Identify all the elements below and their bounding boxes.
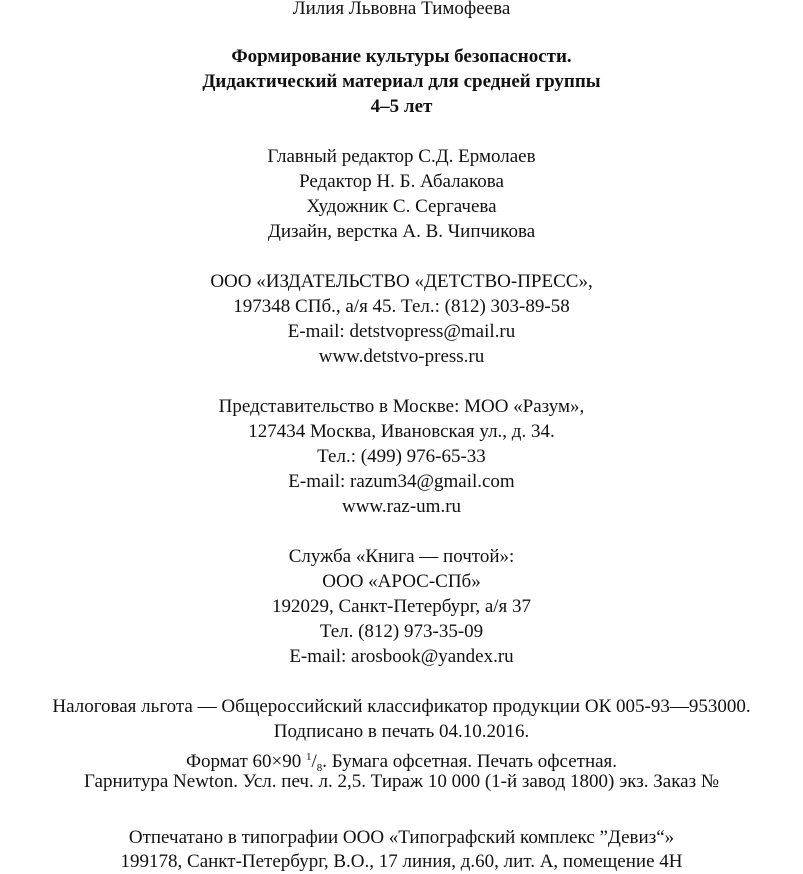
book-title-line-2: Дидактический материал для средней группы [202, 71, 601, 92]
credit-editor: Редактор Н. Б. Абалакова [299, 171, 504, 192]
book-title-line-3: 4–5 лет [370, 96, 433, 117]
printer-line-2: 199178, Санкт-Петербург, В.О., 17 линия, д.60, лит. А, помещение 4Н [120, 851, 683, 872]
credit-design: Дизайн, верстка А. В. Чипчикова [267, 221, 536, 242]
moscow-office-website: www.raz-um.ru [341, 496, 462, 517]
imprint-tax-line: Налоговая льгота — Общероссийский классификатор продукции ОК 005-93—953000. [52, 696, 751, 717]
publisher-name: ООО «ИЗДАТЕЛЬСТВО «ДЕТСТВО-ПРЕСС», [210, 271, 593, 292]
format-numerator: 1 [306, 751, 312, 763]
mail-service-org: ООО «АРОС-СПб» [322, 571, 481, 592]
author-name: Лилия Львовна Тимофеева [292, 0, 511, 19]
moscow-office-name: Представительство в Москве: МОО «Разум», [218, 396, 585, 417]
book-title-line-1: Формирование культуры безопасности. [231, 46, 572, 67]
moscow-office-address: 127434 Москва, Ивановская ул., д. 34. [248, 421, 555, 442]
mail-service-phone: Тел. (812) 973-35-09 [319, 621, 484, 642]
publisher-website: www.detstvo-press.ru [318, 346, 485, 367]
imprint-signed-date: Подписано в печать 04.10.2016. [273, 721, 530, 742]
mail-service-address: 192029, Санкт-Петербург, а/я 37 [271, 596, 532, 617]
credit-artist: Художник С. Сергачева [306, 196, 497, 217]
printer-line-1: Отпечатано в типографии ООО «Типографский комплекс ”Девиз“» [128, 827, 675, 848]
format-denominator: 8 [316, 762, 323, 774]
mail-service-email: E-mail: arosbook@yandex.ru [289, 646, 514, 667]
format-separator: / [311, 751, 317, 772]
moscow-office-email: E-mail: razum34@gmail.com [288, 471, 515, 492]
mail-service-name: Служба «Книга — почтой»: [288, 546, 515, 567]
credit-chief-editor: Главный редактор С.Д. Ермолаев [267, 146, 536, 167]
format-prefix: Формат 60×90 [185, 751, 307, 772]
publisher-email: E-mail: detstvopress@mail.ru [287, 321, 516, 342]
moscow-office-phone: Тел.: (499) 976-65-33 [317, 446, 486, 467]
format-suffix: . Бумага офсетная. Печать офсетная. [322, 751, 618, 772]
imprint-typeface: Гарнитура Newton. Усл. печ. л. 2,5. Тираж 10 000 (1-й завод 1800) экз. Заказ № [84, 771, 719, 792]
publisher-address: 197348 СПб., а/я 45. Тел.: (812) 303-89-58 [233, 296, 570, 317]
